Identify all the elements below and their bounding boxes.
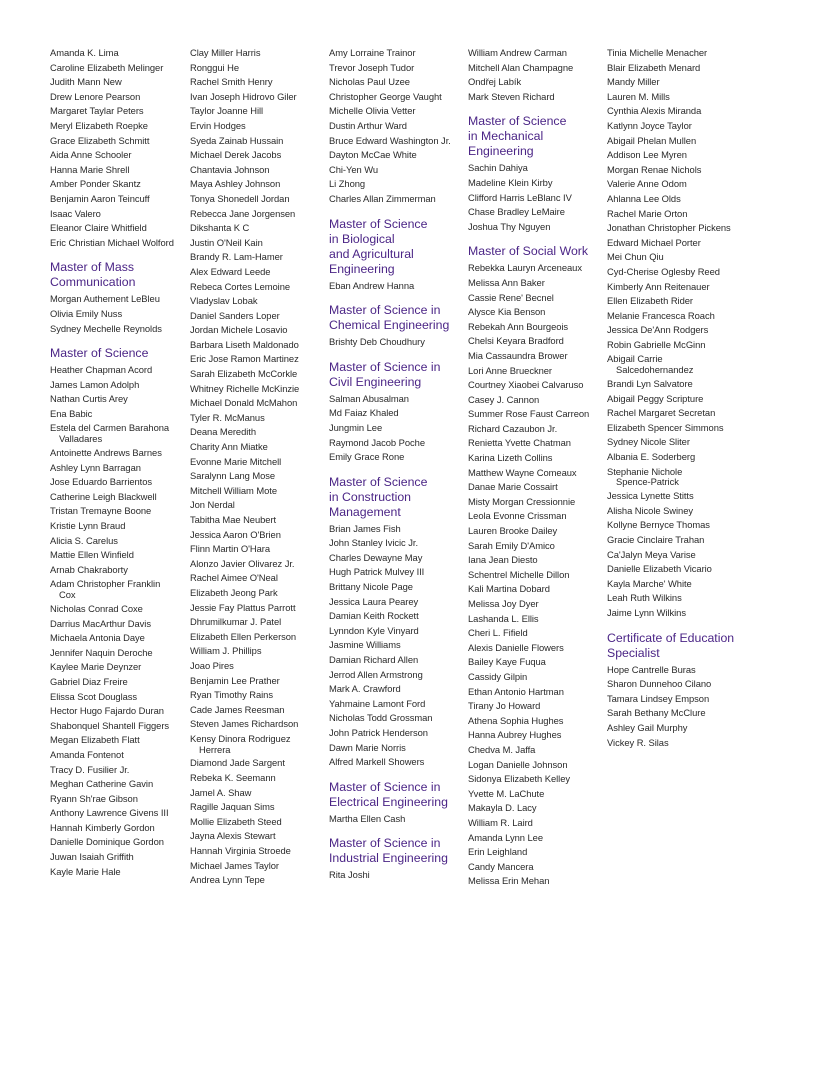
graduate-name: Cade James Reesman bbox=[190, 703, 285, 715]
graduate-name: Kaylee Marie Deynzer bbox=[50, 661, 142, 673]
graduate-name: Barbara Liseth Maldonado bbox=[190, 338, 299, 350]
graduate-name: Emily Grace Rone bbox=[329, 451, 405, 463]
graduate-name: Kollyne Bernyce Thomas bbox=[607, 519, 710, 531]
graduate-name: Sachin Dahiya bbox=[468, 162, 528, 174]
graduate-name: Valerie Anne Odom bbox=[607, 178, 687, 190]
graduate-name: Eric Jose Ramon Martinez bbox=[190, 353, 299, 365]
graduate-name: Ca'Jalyn Meya Varise bbox=[607, 548, 696, 560]
graduate-name: Meghan Catherine Gavin bbox=[50, 778, 154, 790]
graduate-name: Stephanie Nichole Spence-Patrick bbox=[607, 465, 683, 488]
graduate-name: Nicholas Paul Uzee bbox=[329, 76, 410, 88]
graduate-list bbox=[329, 46, 465, 207]
graduate-name: Kayle Marie Hale bbox=[50, 865, 121, 877]
graduate-name: Rebeka K. Seemann bbox=[190, 772, 276, 784]
graduate-name: Brittany Nicole Page bbox=[329, 581, 413, 593]
graduate-name: Clifford Harris LeBlanc IV bbox=[468, 191, 572, 203]
graduate-name: Amber Ponder Skantz bbox=[50, 178, 141, 190]
graduate-name: Jessica Lynette Stitts bbox=[607, 490, 694, 502]
graduate-name: Brishty Deb Choudhury bbox=[329, 336, 425, 348]
graduate-name: James Lamon Adolph bbox=[50, 378, 140, 390]
graduate-name: Katlynn Joyce Taylor bbox=[607, 119, 692, 131]
graduate-name: Sarah Emily D'Amico bbox=[468, 539, 555, 551]
graduate-name: Benjamin Lee Prather bbox=[190, 674, 280, 686]
graduate-name: Casey J. Cannon bbox=[468, 393, 540, 405]
degree-section bbox=[329, 360, 465, 465]
graduate-name: Kimberly Ann Reitenauer bbox=[607, 280, 710, 292]
graduate-name: Md Faiaz Khaled bbox=[329, 407, 399, 419]
graduate-name: Tonya Shonedell Jordan bbox=[190, 192, 290, 204]
graduate-name: Estela del Carmen Barahona Valladares bbox=[50, 422, 170, 445]
graduate-name: Michael Derek Jacobs bbox=[190, 149, 282, 161]
degree-heading: Certificate of Education Specialist bbox=[607, 630, 735, 660]
graduate-name: Lori Anne Brueckner bbox=[468, 364, 552, 376]
graduate-name: Sydney Mechelle Reynolds bbox=[50, 322, 162, 334]
graduate-name: Isaac Valero bbox=[50, 207, 101, 219]
graduate-name: Yahmaine Lamont Ford bbox=[329, 697, 426, 709]
graduate-name: Sharon Dunnehoo Cilano bbox=[607, 678, 712, 690]
graduate-name: Grace Elizabeth Schmitt bbox=[50, 134, 150, 146]
graduate-name: Vickey R. Silas bbox=[607, 736, 669, 748]
graduate-name: Darrius MacArthur Davis bbox=[50, 617, 151, 629]
graduate-name: Benjamin Aaron Teincuff bbox=[50, 192, 150, 204]
graduate-name: Leah Ruth Wilkins bbox=[607, 592, 682, 604]
degree-section bbox=[329, 475, 465, 770]
graduate-name: Madeline Klein Kirby bbox=[468, 176, 553, 188]
graduate-name: Trevor Joseph Tudor bbox=[329, 61, 415, 73]
graduate-list bbox=[50, 46, 186, 250]
graduate-name: William R. Laird bbox=[468, 816, 533, 828]
graduate-name: Logan Danielle Johnson bbox=[468, 758, 568, 770]
graduate-name: Melanie Francesca Roach bbox=[607, 309, 715, 321]
graduate-name: Vladyslav Lobak bbox=[190, 295, 258, 307]
graduate-name: Abigail Peggy Scripture bbox=[607, 392, 704, 404]
graduate-name: Nicholas Conrad Coxe bbox=[50, 602, 143, 614]
graduate-name: Charity Ann Miatke bbox=[190, 441, 268, 453]
graduate-name: Ragille Jaquan Sims bbox=[190, 801, 275, 813]
graduate-name: Mitchell Alan Champagne bbox=[468, 61, 574, 73]
graduate-name: Mandy Miller bbox=[607, 76, 660, 88]
graduate-name: Charles Dewayne May bbox=[329, 551, 423, 563]
graduate-name: Renietta Yvette Chatman bbox=[468, 437, 571, 449]
graduate-name: Amanda K. Lima bbox=[50, 47, 119, 58]
graduate-name: Saralynn Lang Mose bbox=[190, 470, 276, 482]
graduate-name: Cheri L. Fifield bbox=[468, 627, 528, 639]
graduate-name: Mattie Ellen Winfield bbox=[50, 549, 134, 561]
graduate-name: Kayla Marche' White bbox=[607, 577, 692, 589]
graduate-name: Joshua Thy Nguyen bbox=[468, 220, 551, 232]
graduate-name: Diamond Jade Sargent bbox=[190, 757, 285, 769]
graduate-name: Hanna Marie Shrell bbox=[50, 163, 130, 175]
graduate-name: Bailey Kaye Fuqua bbox=[468, 656, 546, 668]
graduate-name: Abigail Carrie Salcedohernandez bbox=[607, 353, 694, 376]
graduate-name: Ronggui He bbox=[190, 61, 240, 73]
graduate-name: Mark A. Crawford bbox=[329, 683, 401, 695]
graduate-name: Jerrod Allen Armstrong bbox=[329, 668, 423, 680]
graduate-name: Edward Michael Porter bbox=[607, 236, 701, 248]
graduate-name: Evonne Marie Mitchell bbox=[190, 455, 282, 467]
graduate-name: Alonzo Javier Olivarez Jr. bbox=[190, 557, 295, 569]
graduate-name: Dayton McCae White bbox=[329, 149, 417, 161]
graduate-name: Sarah Elizabeth McCorkle bbox=[190, 368, 298, 380]
graduate-name: Tracy D. Fusilier Jr. bbox=[50, 763, 130, 775]
graduate-name: Gracie Cinclaire Trahan bbox=[607, 533, 705, 545]
degree-heading: Master of Science in Construction Management bbox=[329, 474, 428, 519]
graduate-list bbox=[329, 812, 465, 827]
graduate-name: Taylor Joanne Hill bbox=[190, 105, 264, 117]
graduate-name: Chelsi Keyara Bradford bbox=[468, 335, 564, 347]
graduate-name: Juwan Isaiah Griffith bbox=[50, 851, 134, 863]
graduate-name: Ahlanna Lee Olds bbox=[607, 192, 681, 204]
graduate-name: Shabonquel Shantell Figgers bbox=[50, 719, 170, 731]
graduate-name: Jamel A. Shaw bbox=[190, 786, 252, 798]
graduate-name: Joao Pires bbox=[190, 659, 234, 671]
graduate-list bbox=[329, 335, 465, 350]
degree-section bbox=[329, 303, 465, 350]
graduate-name: Eleanor Claire Whitfield bbox=[50, 222, 147, 234]
graduate-name: Amy Lorraine Trainor bbox=[329, 47, 416, 58]
graduate-list bbox=[50, 292, 186, 336]
degree-section bbox=[468, 244, 604, 889]
graduate-name: Ryan Timothy Rains bbox=[190, 689, 273, 701]
graduate-name: Steven James Richardson bbox=[190, 718, 299, 730]
graduate-name: Matthew Wayne Comeaux bbox=[468, 466, 577, 478]
graduate-name: Alex Edward Leede bbox=[190, 265, 271, 277]
graduate-name: Rebekah Ann Bourgeois bbox=[468, 320, 569, 332]
graduate-name: Danae Marie Cossairt bbox=[468, 481, 558, 493]
graduate-list bbox=[607, 663, 743, 751]
graduate-name: Danielle Dominique Gordon bbox=[50, 836, 164, 848]
degree-heading: Master of Science in Civil Engineering bbox=[329, 359, 441, 389]
graduate-name: Ashley Gail Murphy bbox=[607, 721, 688, 733]
graduate-name: Melissa Ann Baker bbox=[468, 276, 545, 288]
graduate-name: Michelle Olivia Vetter bbox=[329, 105, 416, 117]
graduate-name: Morgan Authement LeBleu bbox=[50, 293, 160, 305]
graduate-name: Tamara Lindsey Empson bbox=[607, 692, 710, 704]
graduate-name: Tyler R. McManus bbox=[190, 411, 265, 423]
graduate-name: Hugh Patrick Mulvey III bbox=[329, 566, 425, 578]
graduate-name: Rebekka Lauryn Arceneaux bbox=[468, 262, 582, 274]
graduate-name: Makayla D. Lacy bbox=[468, 802, 537, 814]
graduate-name: Judith Mann New bbox=[50, 76, 122, 88]
graduate-name: Caroline Elizabeth Melinger bbox=[50, 61, 164, 73]
degree-section bbox=[50, 346, 186, 879]
graduate-name: Meryl Elizabeth Roepke bbox=[50, 119, 148, 131]
graduate-name: Drew Lenore Pearson bbox=[50, 90, 141, 102]
graduate-name: Charles Allan Zimmerman bbox=[329, 192, 436, 204]
graduate-name: Jungmin Lee bbox=[329, 421, 383, 433]
graduate-name: Elizabeth Spencer Simmons bbox=[607, 421, 724, 433]
graduate-name: Elizabeth Jeong Park bbox=[190, 586, 278, 598]
degree-heading: Master of Science bbox=[50, 346, 149, 361]
graduate-name: Abigail Phelan Mullen bbox=[607, 134, 697, 146]
name-column-1 bbox=[50, 46, 186, 879]
graduate-name: Albania E. Soderberg bbox=[607, 451, 696, 463]
graduate-name: Brian James Fish bbox=[329, 522, 401, 534]
graduate-name: William Andrew Carman bbox=[468, 47, 567, 58]
graduate-name: Rachel Margaret Secretan bbox=[607, 407, 716, 419]
graduate-name: Candy Mancera bbox=[468, 860, 534, 872]
graduate-list bbox=[468, 46, 604, 104]
graduate-name: Jose Eduardo Barrientos bbox=[50, 476, 153, 488]
graduate-name: Alisha Nicole Swiney bbox=[607, 504, 694, 516]
name-column-2 bbox=[190, 46, 326, 888]
graduate-list bbox=[190, 46, 326, 888]
graduate-name: Ethan Antonio Hartman bbox=[468, 685, 564, 697]
graduate-name: Deana Meredith bbox=[190, 426, 257, 438]
name-column-5 bbox=[607, 46, 743, 750]
graduate-name: Danielle Elizabeth Vicario bbox=[607, 563, 712, 575]
graduate-name: Michaela Antonia Daye bbox=[50, 632, 145, 644]
graduate-name: Erin Leighland bbox=[468, 846, 528, 858]
graduate-name: Whitney Richelle McKinzie bbox=[190, 382, 300, 394]
graduate-name: Kali Martina Dobard bbox=[468, 583, 550, 595]
graduate-name: Elissa Scot Douglass bbox=[50, 690, 138, 702]
graduate-name: Sarah Bethany McClure bbox=[607, 707, 706, 719]
graduate-name: Li Zhong bbox=[329, 178, 366, 190]
graduate-name: Sydney Nicole Sliter bbox=[607, 436, 690, 448]
graduate-name: Dikshanta K C bbox=[190, 222, 250, 234]
graduate-name: Elizabeth Ellen Perkerson bbox=[190, 630, 297, 642]
graduate-name: Morgan Renae Nichols bbox=[607, 163, 702, 175]
graduate-name: Lynndon Kyle Vinyard bbox=[329, 624, 419, 636]
graduate-name: Amanda Fontenot bbox=[50, 748, 124, 760]
graduate-name: Mollie Elizabeth Steed bbox=[190, 815, 282, 827]
graduate-name: Rebecca Jane Jorgensen bbox=[190, 207, 296, 219]
graduate-name: Brandy R. Lam-Hamer bbox=[190, 251, 283, 263]
degree-heading: Master of Science in Electrical Engineering bbox=[329, 779, 448, 809]
graduate-name: Hope Cantrelle Buras bbox=[607, 663, 696, 675]
graduate-name: Ashley Lynn Barragan bbox=[50, 461, 141, 473]
graduate-name: Ena Babic bbox=[50, 407, 93, 419]
graduate-name: Leola Evonne Crissman bbox=[468, 510, 567, 522]
graduate-name: Clay Miller Harris bbox=[190, 47, 261, 58]
graduate-name: Alicia S. Carelus bbox=[50, 534, 118, 546]
graduate-name: Nicholas Todd Grossman bbox=[329, 712, 433, 724]
graduate-name: Ryann Sh'rae Gibson bbox=[50, 792, 138, 804]
graduate-name: Yvette M. LaChute bbox=[468, 787, 545, 799]
graduate-name: Cynthia Alexis Miranda bbox=[607, 105, 702, 117]
degree-section bbox=[50, 46, 186, 250]
graduate-name: Hanna Aubrey Hughes bbox=[468, 729, 562, 741]
graduate-name: Jessica Laura Pearey bbox=[329, 595, 419, 607]
graduate-name: Summer Rose Faust Carreon bbox=[468, 408, 590, 420]
degree-section bbox=[468, 46, 604, 104]
graduate-name: Arnab Chakraborty bbox=[50, 563, 128, 575]
graduate-name: Christopher George Vaught bbox=[329, 90, 442, 102]
graduate-name: Richard Cazaubon Jr. bbox=[468, 422, 558, 434]
graduate-name: Jayna Alexis Stewart bbox=[190, 830, 276, 842]
graduate-name: Daniel Sanders Loper bbox=[190, 309, 280, 321]
graduate-name: Lauren M. Mills bbox=[607, 90, 670, 102]
graduate-name: Salman Abusalman bbox=[329, 392, 409, 404]
degree-section bbox=[468, 114, 604, 234]
graduate-name: Flinn Martin O'Hara bbox=[190, 543, 271, 555]
graduate-name: Brandi Lyn Salvatore bbox=[607, 378, 693, 390]
graduate-name: Syeda Zainab Hussain bbox=[190, 134, 284, 146]
graduate-name: Jennifer Naquin Deroche bbox=[50, 646, 153, 658]
graduate-name: John Stanley Ivicic Jr. bbox=[329, 537, 418, 549]
degree-section bbox=[607, 46, 743, 621]
graduate-list bbox=[607, 46, 743, 621]
graduate-name: Heather Chapman Acord bbox=[50, 364, 153, 376]
graduate-name: Adam Christopher Franklin Cox bbox=[50, 578, 161, 600]
degree-heading: Master of Science in Mechanical Engineering bbox=[468, 114, 567, 159]
graduate-list bbox=[329, 522, 465, 770]
graduate-name: Rebeca Cortes Lemoine bbox=[190, 280, 291, 292]
graduate-name: Ervin Hodges bbox=[190, 119, 246, 131]
graduate-name: Maya Ashley Johnson bbox=[190, 178, 281, 190]
graduate-name: Melissa Joy Dyer bbox=[468, 598, 539, 609]
graduate-name: Hannah Kimberly Gordon bbox=[50, 821, 155, 833]
graduate-name: Eban Andrew Hanna bbox=[329, 279, 415, 291]
graduate-name: Hannah Virginia Stroede bbox=[190, 845, 291, 857]
degree-section bbox=[329, 217, 465, 294]
graduate-name: Chantavia Johnson bbox=[190, 163, 270, 175]
graduate-name: Mia Cassaundra Brower bbox=[468, 349, 568, 361]
graduate-name: John Patrick Henderson bbox=[329, 727, 428, 738]
graduate-name: Jonathan Christopher Pickens bbox=[607, 222, 731, 234]
graduate-name: Catherine Leigh Blackwell bbox=[50, 490, 157, 502]
degree-heading: Master of Mass Communication bbox=[50, 260, 136, 290]
graduate-name: Justin O'Neil Kain bbox=[190, 236, 263, 248]
graduate-name: Damian Keith Rockett bbox=[329, 610, 419, 622]
degree-heading: Master of Science in Biological and Agricultural Engineering bbox=[329, 216, 428, 276]
graduate-name: Athena Sophia Hughes bbox=[468, 714, 564, 726]
graduate-name: Kristie Lynn Braud bbox=[50, 520, 126, 532]
graduate-name: Jessica De'Ann Rodgers bbox=[607, 324, 709, 336]
degree-heading: Master of Science in Chemical Engineering bbox=[329, 303, 450, 333]
graduate-name: Kensy Dinora Rodriguez Herrera bbox=[190, 732, 291, 755]
graduate-name: Tabitha Mae Neubert bbox=[190, 514, 277, 525]
graduate-name: Amanda Lynn Lee bbox=[468, 831, 544, 843]
graduate-name: Jasmine Williams bbox=[329, 639, 401, 651]
graduate-name: Ondřej Labík bbox=[468, 76, 522, 88]
graduate-name: Andrea Lynn Tepe bbox=[190, 874, 265, 886]
graduate-list bbox=[329, 279, 465, 294]
graduate-name: Mitchell William Mote bbox=[190, 484, 277, 496]
graduate-name: Chedva M. Jaffa bbox=[468, 743, 536, 755]
graduate-name: Olivia Emily Nuss bbox=[50, 307, 123, 319]
graduate-name: Lashanda L. Ellis bbox=[468, 612, 539, 624]
graduate-name: Blair Elizabeth Menard bbox=[607, 61, 701, 73]
name-column-4 bbox=[468, 46, 604, 889]
graduate-name: Ivan Joseph Hidrovo Giler bbox=[190, 90, 297, 102]
graduate-name: Rita Joshi bbox=[329, 869, 370, 881]
degree-section bbox=[329, 836, 465, 883]
graduate-name: Alexis Danielle Flowers bbox=[468, 641, 564, 653]
graduate-name: Chase Bradley LeMaire bbox=[468, 206, 565, 218]
graduate-name: Sidonya Elizabeth Kelley bbox=[468, 773, 570, 785]
graduate-name: Robin Gabrielle McGinn bbox=[607, 338, 706, 350]
graduate-name: Jaime Lynn Wilkins bbox=[607, 606, 686, 618]
degree-heading: Master of Social Work bbox=[468, 244, 589, 259]
graduate-name: Alfred Markell Showers bbox=[329, 756, 425, 768]
graduate-name: Michael Donald McMahon bbox=[190, 397, 298, 409]
graduate-name: Lauren Brooke Dailey bbox=[468, 525, 558, 537]
graduate-name: Damian Richard Allen bbox=[329, 654, 419, 666]
graduate-name: Antoinette Andrews Barnes bbox=[50, 447, 162, 459]
graduate-name: Cassie Rene' Becnel bbox=[468, 291, 554, 303]
degree-heading: Master of Science in Industrial Engineering bbox=[329, 836, 448, 866]
graduate-list bbox=[50, 363, 186, 879]
graduate-name: Eric Christian Michael Wolford bbox=[50, 236, 174, 248]
graduate-name: Rachel Marie Orton bbox=[607, 207, 688, 219]
graduate-name: Gabriel Diaz Freire bbox=[50, 675, 128, 687]
graduate-name: Schentrel Michelle Dillon bbox=[468, 568, 570, 580]
graduate-list bbox=[329, 868, 465, 883]
graduate-list bbox=[468, 161, 604, 234]
graduate-name: Mei Chun Qiu bbox=[607, 251, 664, 263]
graduate-name: Margaret Taylar Peters bbox=[50, 105, 144, 117]
graduate-name: William J. Phillips bbox=[190, 645, 262, 657]
graduate-name: Jessie Fay Plattus Parrott bbox=[190, 601, 296, 613]
graduate-name: Raymond Jacob Poche bbox=[329, 436, 425, 448]
graduate-list bbox=[468, 261, 604, 889]
graduate-name: Rachel Aimee O'Neal bbox=[190, 572, 278, 584]
graduate-name: Misty Morgan Cressionnie bbox=[468, 495, 576, 507]
graduate-name: Anthony Lawrence Givens III bbox=[50, 807, 169, 819]
graduate-name: Aida Anne Schooler bbox=[50, 149, 132, 161]
graduate-name: Karina Lizeth Collins bbox=[468, 452, 553, 464]
graduate-name: Ellen Elizabeth Rider bbox=[607, 295, 693, 307]
degree-section bbox=[607, 631, 743, 751]
graduate-name: Melissa Erin Mehan bbox=[468, 875, 550, 887]
graduate-name: Megan Elizabeth Flatt bbox=[50, 734, 140, 746]
graduate-name: Chi-Yen Wu bbox=[329, 163, 379, 175]
graduate-name: Tristan Tremayne Boone bbox=[50, 505, 152, 517]
graduate-name: Bruce Edward Washington Jr. bbox=[329, 134, 451, 146]
graduate-name: Dawn Marie Norris bbox=[329, 741, 406, 753]
graduate-name: Jon Nerdal bbox=[190, 499, 235, 511]
graduate-name: Alysce Kia Benson bbox=[468, 306, 546, 318]
graduate-name: Rachel Smith Henry bbox=[190, 76, 273, 88]
graduate-name: Martha Ellen Cash bbox=[329, 812, 406, 824]
graduate-name: Iana Jean Diesto bbox=[468, 554, 538, 566]
graduate-name: Addison Lee Myren bbox=[607, 149, 687, 161]
graduate-name: Courtney Xiaobei Calvaruso bbox=[468, 379, 584, 391]
graduate-name: Nathan Curtis Arey bbox=[50, 393, 128, 405]
degree-section bbox=[50, 260, 186, 336]
degree-section bbox=[329, 46, 465, 207]
graduate-name: Dustin Arthur Ward bbox=[329, 119, 407, 131]
graduate-name: Cyd-Cherise Oglesby Reed bbox=[607, 265, 720, 277]
graduate-name: Hector Hugo Fajardo Duran bbox=[50, 705, 164, 717]
name-column-3 bbox=[329, 46, 465, 883]
graduate-name: Jordan Michele Losavio bbox=[190, 324, 288, 336]
graduate-name: Michael James Taylor bbox=[190, 859, 279, 871]
graduate-name: Cassidy Gilpin bbox=[468, 670, 528, 682]
graduate-name: Tinia Michelle Menacher bbox=[607, 47, 708, 58]
graduate-name: Dhrumilkumar J. Patel bbox=[190, 616, 282, 628]
graduate-list bbox=[329, 392, 465, 465]
graduate-name: Mark Steven Richard bbox=[468, 90, 555, 102]
degree-section bbox=[190, 46, 326, 888]
degree-section bbox=[329, 780, 465, 827]
graduate-name: Jessica Aaron O'Brien bbox=[190, 528, 281, 540]
graduate-name: Tirany Jo Howard bbox=[468, 700, 541, 712]
